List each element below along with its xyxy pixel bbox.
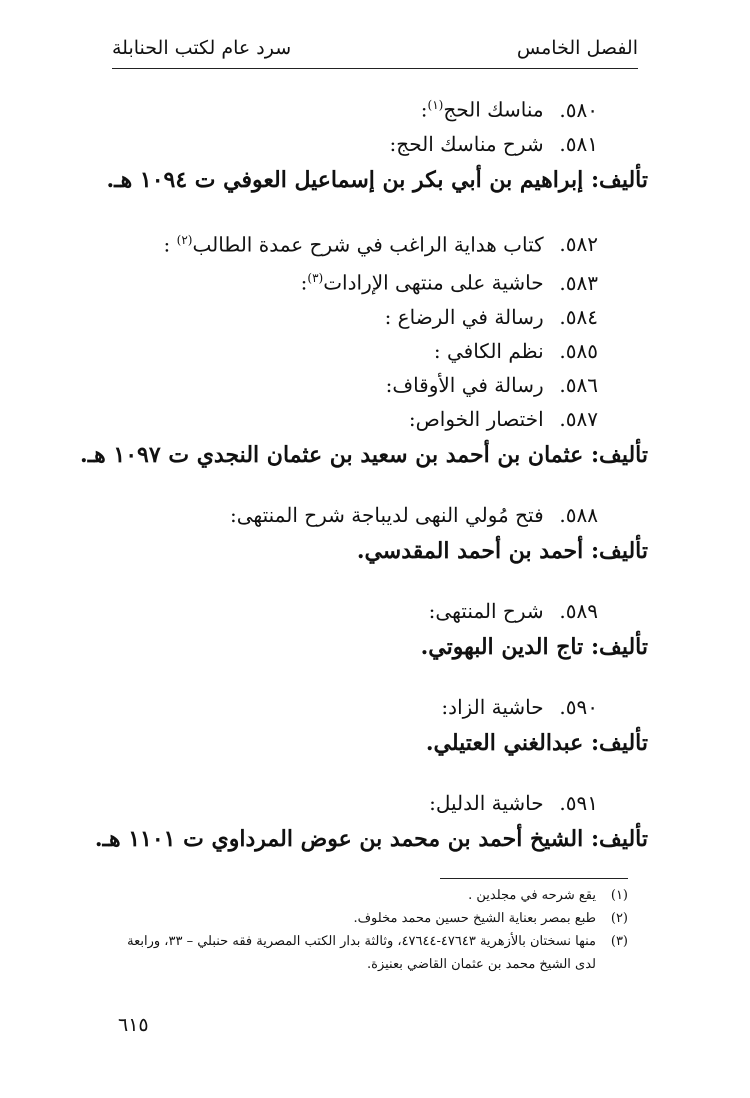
author-name: عثمان بن أحمد بن سعيد بن عثمان النجدي ت ١٠٩٧ هـ. — [80, 441, 584, 468]
header-rule — [112, 68, 638, 69]
entry-number: ٥٨٩. — [559, 598, 598, 623]
group-spacer — [112, 474, 598, 498]
running-header — [112, 33, 638, 63]
entry-title: مناسك الحج — [443, 97, 544, 122]
author-name: أحمد بن أحمد المقدسي. — [356, 537, 584, 564]
group-spacer — [112, 762, 598, 786]
author-line — [80, 436, 648, 474]
author-line — [112, 532, 648, 570]
footnote — [112, 930, 628, 976]
footnote-number: (٣) — [610, 934, 628, 949]
entry-number: ٥٨٥. — [559, 338, 598, 363]
entry-number: ٥٨٠. — [559, 97, 598, 122]
entry-number: ٥٨٧. — [559, 406, 598, 431]
entry-number: ٥٩١. — [559, 790, 598, 815]
entry-number: ٥٨٦. — [559, 372, 598, 397]
entry-number: ٥٨٢. — [559, 232, 598, 257]
author-line — [94, 820, 648, 858]
entry-title: حاشية الزاد: — [441, 694, 544, 719]
author-label: تأليف: — [590, 441, 648, 468]
entry-title: شرح مناسك الحج: — [389, 131, 544, 156]
page-number: ٦١٥ — [118, 1014, 149, 1036]
group-spacer — [112, 666, 598, 690]
entry-punctuation: : — [163, 232, 177, 257]
entry-title: كتاب هداية الراغب في شرح عمدة الطالب — [192, 232, 544, 257]
footnote — [112, 884, 628, 907]
entry-title: رسالة في الأوقاف: — [385, 372, 544, 397]
author-label: تأليف: — [590, 825, 648, 852]
entry-title: شرح المنتهى: — [428, 598, 544, 623]
book-entry — [112, 368, 598, 402]
footnote-number: (١) — [610, 888, 628, 903]
book-entry — [112, 594, 598, 628]
book-entry — [112, 334, 598, 368]
footnote — [112, 907, 628, 930]
book-entry — [112, 690, 598, 724]
footnote-marker: (١) — [427, 98, 444, 112]
chapter-title: الفصل الخامس — [516, 37, 638, 59]
author-label: تأليف: — [590, 633, 648, 660]
entry-punctuation: : — [420, 97, 428, 122]
footnote-text: طبع بمصر بعناية الشيخ حسين محمد مخلوف. — [353, 911, 596, 926]
book-entry — [112, 498, 598, 532]
author-name: إبراهيم بن أبي بكر بن إسماعيل العوفي ت ١٠٩٤ هـ. — [106, 166, 584, 193]
entry-number: ٥٨٣. — [559, 270, 598, 295]
entry-number: ٥٨٤. — [559, 304, 598, 329]
entry-number: ٥٨١. — [559, 131, 598, 156]
book-entry — [112, 88, 598, 127]
footnote-rule — [440, 878, 628, 879]
footnote-text: منها نسختان بالأزهرية ٤٧٦٤٣-٤٧٦٤٤، وثالثة بدار الكتب المصرية فقه حنبلي – ٣٣، ورابعة لدى الشيخ محمد بن عثمان القاضي بعنيزة. — [127, 934, 596, 972]
entry-title: حاشية على منتهى الإرادات — [323, 270, 544, 295]
author-name: عبدالغني العتيلي. — [425, 729, 584, 756]
book-entry — [112, 300, 598, 334]
entry-title: اختصار الخواص: — [408, 406, 544, 431]
section-title: سرد عام لكتب الحنابلة — [112, 37, 292, 59]
author-name: تاج الدين البهوتي. — [420, 633, 584, 660]
footnotes — [112, 884, 628, 976]
book-entry — [112, 786, 598, 820]
author-label: تأليف: — [590, 729, 648, 756]
author-label: تأليف: — [590, 537, 648, 564]
entry-number: ٥٨٨. — [559, 502, 598, 527]
book-entry — [112, 223, 598, 262]
author-label: تأليف: — [590, 166, 648, 193]
footnote-marker: (٢) — [176, 232, 193, 247]
entry-title: فتح مُولي النهى لديباجة شرح المنتهى: — [229, 502, 544, 527]
entry-title: حاشية الدليل: — [429, 790, 544, 815]
entry-title: نظم الكافي : — [433, 338, 544, 363]
author-name: الشيخ أحمد بن محمد بن عوض المرداوي ت ١١٠١ هـ. — [94, 825, 584, 852]
book-entry — [112, 127, 598, 161]
entry-title: رسالة في الرضاع : — [384, 304, 544, 329]
footnote-marker: (٣) — [307, 271, 324, 286]
footnote-text: يقع شرحه في مجلدين . — [468, 888, 596, 903]
book-entry — [112, 261, 598, 300]
author-line — [112, 628, 648, 666]
entry-list — [80, 88, 648, 858]
footnote-number: (٢) — [610, 911, 628, 926]
entry-number: ٥٩٠. — [559, 694, 598, 719]
group-spacer — [112, 570, 598, 594]
entry-punctuation: : — [300, 270, 308, 295]
book-entry — [112, 402, 598, 436]
group-spacer — [112, 199, 598, 223]
author-line — [106, 161, 648, 199]
author-line — [112, 724, 648, 762]
